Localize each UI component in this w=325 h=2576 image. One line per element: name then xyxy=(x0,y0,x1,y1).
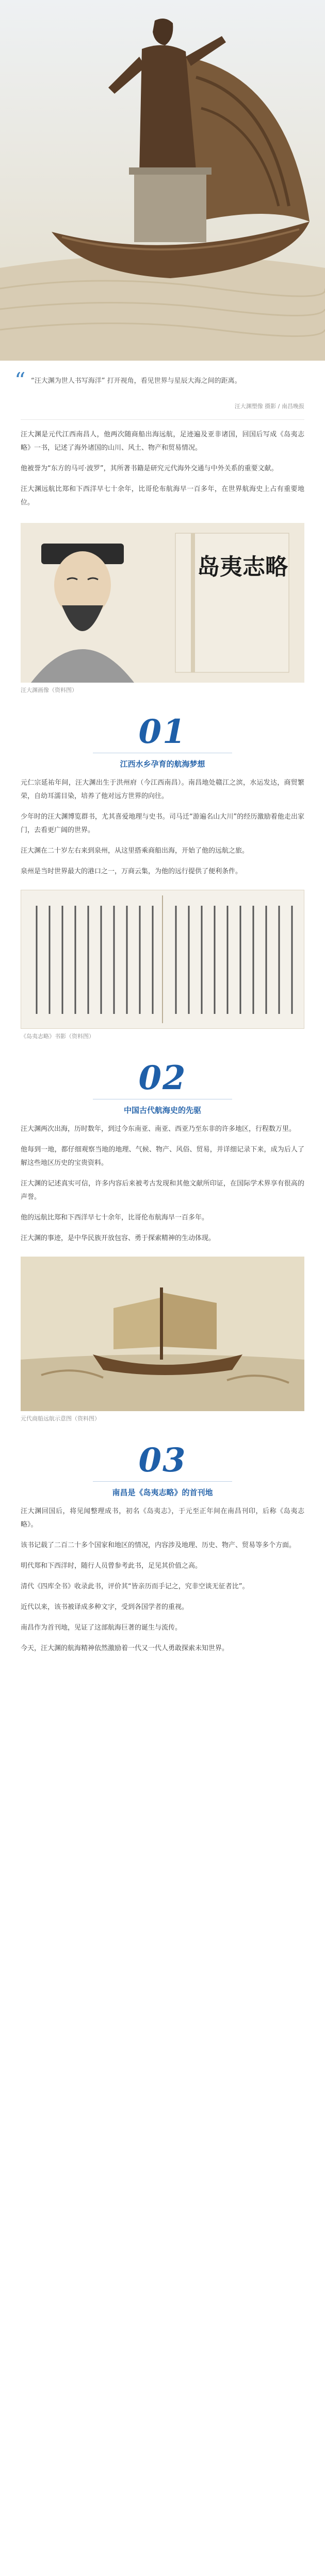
section-header xyxy=(0,713,325,769)
section-header xyxy=(0,1441,325,1498)
section-paragraph: 今天，汪大渊的航海精神依然激励着一代又一代人勇敢探索未知世界。 xyxy=(21,1645,229,1652)
section-paragraph: 该书记载了二百二十多个国家和地区的情况，内容涉及地理、历史、物产、贸易等多个方面。 xyxy=(21,1541,296,1549)
hero-photo xyxy=(0,0,325,361)
section-paragraph: 元仁宗延祐年间，汪大渊出生于洪州府（今江西南昌）。南昌地处赣江之滨，水运发达，商贸繁荣，自幼耳濡目染，培养了他对远方世界的向往。 xyxy=(21,779,304,800)
hero-quote xyxy=(0,361,325,397)
portrait-image xyxy=(21,523,304,683)
quote-text: “汪大渊为世人书写海洋” 打开视角，看见世界与星辰大海之间的距离。 xyxy=(31,377,241,385)
section-paragraph: 清代《四库全书》收录此书，评价其“皆亲历而手记之，究非空谈无征者比”。 xyxy=(21,1583,249,1590)
book-scan-image xyxy=(21,890,304,1029)
section-paragraph: 南昌作为首刊地，见证了这部航海巨著的诞生与流传。 xyxy=(21,1624,182,1632)
section-number: 01 xyxy=(138,713,187,751)
section-header xyxy=(0,1059,325,1115)
section-rule xyxy=(93,1481,232,1482)
hero-credit: 汪大渊塑像 摄影 / 南昌晚报 xyxy=(234,403,304,410)
section-paragraph: 汪大渊的记述真实可信，许多内容后来被考古发现和其他文献所印证，在国际学术界享有很高的声誉。 xyxy=(21,1180,304,1201)
statue-illustration xyxy=(0,0,325,361)
section-paragraph: 汪大渊回国后，将见闻整理成书，初名《岛夷志》，于元至正年间在南昌刊印，后称《岛夷志略》。 xyxy=(21,1507,304,1529)
divider xyxy=(21,419,304,420)
section-title: 中国古代航海史的先驱 xyxy=(123,1106,201,1115)
section-paragraph: 泉州是当时世界最大的港口之一，万商云集，为他的远行提供了便利条件。 xyxy=(21,868,242,875)
section-title: 江西水乡孕育的航海梦想 xyxy=(120,759,205,769)
quote-icon: “ xyxy=(14,368,26,393)
section-paragraph: 明代郑和下西洋时，随行人员曾参考此书，足见其价值之高。 xyxy=(21,1562,202,1570)
section-paragraph: 近代以来，该书被译成多种文字，受到各国学者的重视。 xyxy=(21,1603,189,1611)
portrait-caption: 汪大渊画像（资料图） xyxy=(21,687,77,693)
section-title: 南昌是《岛夷志略》的首刊地 xyxy=(112,1488,213,1497)
section-paragraph: 他的远航比郑和下西洋早七十余年，比哥伦布航海早一百多年。 xyxy=(21,1214,209,1222)
section-paragraph: 汪大渊两次出海，历时数年，到过今东南亚、南亚、西亚乃至东非的许多地区，行程数万里。 xyxy=(21,1125,296,1133)
section-paragraph: 汪大渊的事迹，是中华民族开放包容、勇于探索精神的生动体现。 xyxy=(21,1234,216,1242)
ship-painting-image xyxy=(21,1257,304,1411)
intro-paragraph: 汪大渊是元代江西南昌人，他两次随商船出海远航，足迹遍及亚非诸国，回国后写成《岛夷志略》一书，记述了海外诸国的山川、风土、物产和贸易情况。 xyxy=(21,431,304,452)
section-number: 02 xyxy=(138,1059,187,1097)
intro-paragraph: 他被誉为“东方的马可·波罗”，其所著书籍是研究元代海外交通与中外关系的重要文献。 xyxy=(21,465,278,472)
book-title: 岛夷志略 xyxy=(197,554,288,580)
section-number: 03 xyxy=(138,1441,187,1480)
intro-paragraph: 汪大渊远航比郑和下西洋早七十余年，比哥伦布航海早一百多年，在世界航海史上占有重要地位。 xyxy=(21,485,304,506)
scan-caption: 《岛夷志略》书影（资料图） xyxy=(21,1033,94,1040)
section-paragraph: 少年时的汪大渊博览群书，尤其喜爱地理与史书。司马迁“游遍名山大川”的经历激励着他走出家门，去看更广阔的世界。 xyxy=(21,813,304,834)
section-paragraph: 他每到一地，都仔细观察当地的地理、气候、物产、风俗、贸易，并详细记录下来，成为后人了解这些地区历史的宝贵资料。 xyxy=(21,1146,304,1167)
painting-caption: 元代商船远航示意图（资料图） xyxy=(21,1415,100,1422)
section-paragraph: 汪大渊在二十岁左右来到泉州，从这里搭乘商船出海，开始了他的远航之旅。 xyxy=(21,847,249,855)
